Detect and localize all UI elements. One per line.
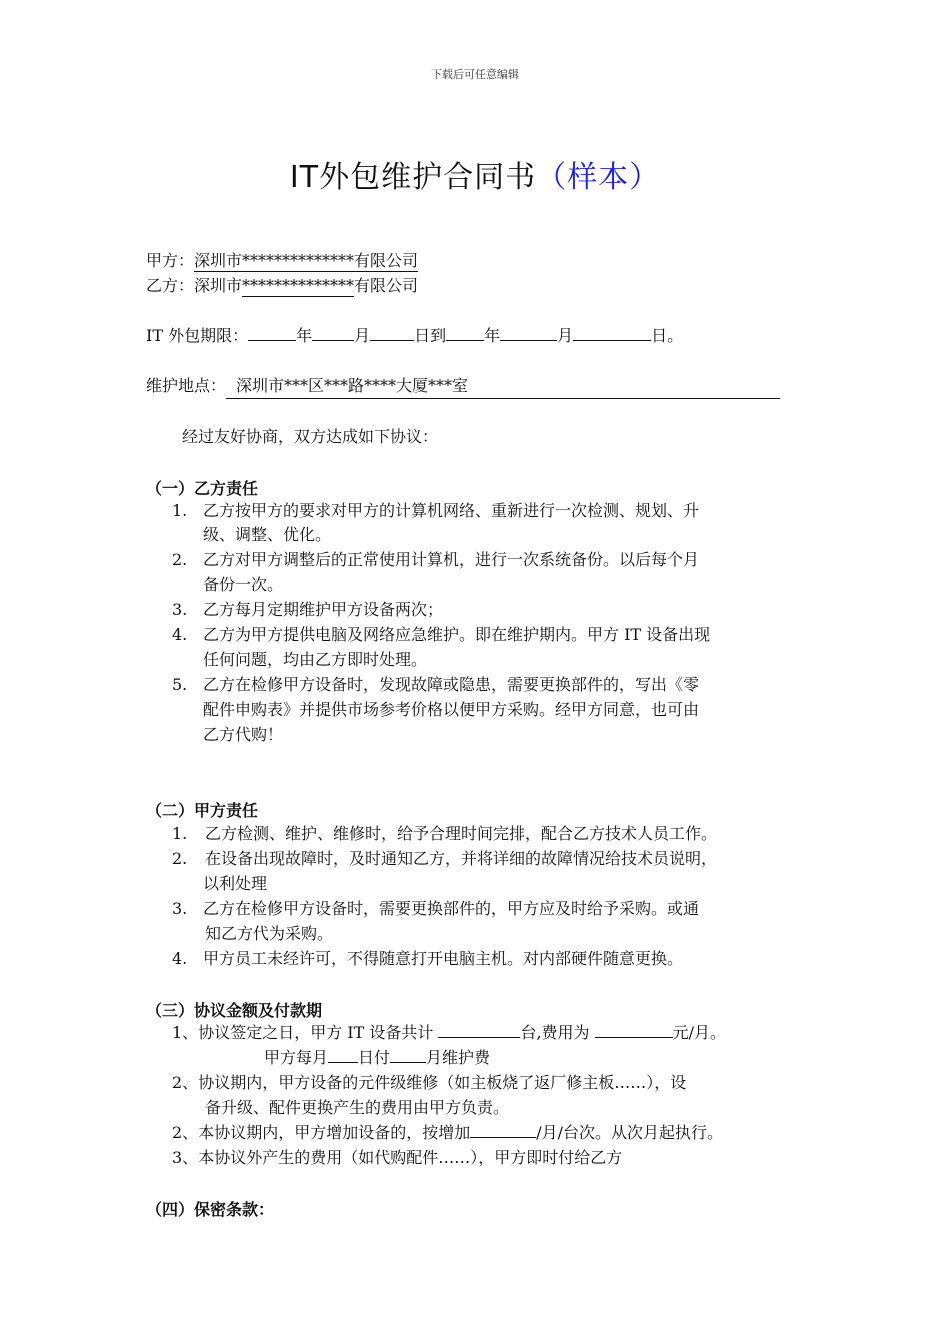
device-count-blank[interactable] (438, 1022, 520, 1038)
s2-item-2-num: 2. (172, 849, 188, 868)
s3-item-1b-text-a: 甲方每月 (264, 1048, 329, 1067)
s3-item-2-line-2: 备升级、配件更换产生的费用由甲方负责。 (205, 1098, 510, 1117)
party-a-value: 深圳市**************有限公司 (194, 251, 419, 270)
s2-item-3-line-1: 乙方在检修甲方设备时，需要更换部件的，甲方应及时给予采购。或通 (203, 899, 700, 918)
s3-item-1-num: 1、 (172, 1023, 199, 1042)
s2-item-1-num: 1. (172, 824, 188, 843)
s2-item-3-num: 3. (172, 899, 188, 918)
term-day1-blank[interactable] (370, 325, 414, 341)
s1-item-1-line-1: 乙方按甲方的要求对甲方的计算机网络、重新进行一次检测、规划、升 (203, 501, 700, 520)
monthly-fee-blank[interactable] (595, 1022, 673, 1038)
section-4-heading: （四）保密条款： (146, 1200, 275, 1219)
s3-item-1b-text-c: 月维护费 (426, 1048, 491, 1067)
party-a-label: 甲方： (146, 251, 195, 270)
s1-item-5-line-2: 配件申购表》并提供市场参考价格以便甲方采购。经甲方同意，也可由 (203, 700, 700, 719)
s1-item-1-line-2: 级、调整、优化。 (203, 525, 332, 544)
s1-item-4-num: 4. (172, 625, 188, 644)
s2-item-3-line-2: 知乙方代为采购。 (205, 924, 334, 943)
term-year1-blank[interactable] (248, 325, 296, 341)
s3-item-3-text-a: 本协议期内，甲方增加设备的，按增加 (198, 1123, 471, 1142)
title-main: IT外包维护合同书 (289, 160, 537, 195)
s2-item-4-num: 4. (172, 949, 188, 968)
location-value: 深圳市***区***路****大厦***室 (226, 375, 780, 399)
term-month2-blank[interactable] (500, 325, 557, 341)
s1-item-4-line-2: 任何问题，均由乙方即时处理。 (203, 650, 428, 669)
s2-item-2-line-2: 以利处理 (203, 874, 268, 893)
header-note: 下载后可任意编辑 (431, 68, 519, 81)
term-month1-unit: 月 (354, 326, 371, 345)
term-year2-unit: 年 (484, 326, 501, 345)
party-b-prefix: 深圳市 (194, 276, 243, 295)
section-1-heading: （一）乙方责任 (146, 479, 259, 498)
section-3-heading: （三）协议金额及付款期 (146, 1001, 323, 1020)
party-b-line (146, 275, 418, 297)
s3-item-2-text-1: 协议期内，甲方设备的元件级维修（如主板烧了返厂修主板……），设 (198, 1073, 687, 1092)
term-month1-blank[interactable] (312, 325, 354, 341)
s3-item-4-text: 本协议外产生的费用（如代购配件……），甲方即时付给乙方 (198, 1148, 623, 1167)
party-b-label: 乙方： (146, 276, 195, 295)
s3-item-2-line-1 (172, 1072, 686, 1094)
term-line (146, 325, 683, 347)
s3-item-3 (172, 1122, 723, 1144)
added-device-fee-blank[interactable] (470, 1122, 536, 1138)
s3-item-1-text-c: 元/月。 (672, 1023, 727, 1042)
location-line (146, 375, 780, 399)
term-month2-unit: 月 (557, 326, 574, 345)
s3-item-3-num: 2、 (172, 1123, 199, 1142)
s1-item-3-line-1: 乙方每月定期维护甲方设备两次； (203, 600, 444, 619)
term-day1-unit: 日到 (414, 326, 447, 345)
s3-item-1b-text-b: 日付 (358, 1048, 391, 1067)
s3-item-1-text-a: 协议签定之日，甲方 IT 设备共计 (198, 1023, 439, 1042)
s3-item-4-num: 3、 (172, 1148, 199, 1167)
s3-item-2-num: 2、 (172, 1073, 199, 1092)
pay-day-blank[interactable] (328, 1047, 358, 1063)
pay-month-blank[interactable] (390, 1047, 426, 1063)
s2-item-2-line-1: 在设备出现故障时，及时通知乙方，并将详细的故障情况给技术员说明， (205, 849, 718, 868)
term-year1-unit: 年 (296, 326, 313, 345)
s1-item-5-num: 5. (172, 675, 188, 694)
s1-item-2-line-1: 乙方对甲方调整后的正常使用计算机，进行一次系统备份。以后每个月 (203, 550, 700, 569)
s3-item-1 (172, 1022, 726, 1044)
s1-item-3-num: 3. (172, 600, 188, 619)
party-b-mask: ************** (242, 276, 355, 295)
party-a-line (146, 250, 418, 272)
s1-item-2-num: 2. (172, 550, 188, 569)
term-day2-unit: 日。 (651, 326, 684, 345)
s3-item-1-text-b: 台,费用为 (520, 1023, 595, 1042)
s3-item-1-cont (264, 1047, 490, 1069)
section-2-heading: （二）甲方责任 (146, 801, 259, 820)
s3-item-4 (172, 1147, 622, 1169)
s2-item-1-line-1: 乙方检测、维护、维修时，给予合理时间完排，配合乙方技术人员工作。 (205, 824, 718, 843)
title-suffix: （样本） (536, 160, 661, 195)
party-b-suffix: 有限公司 (354, 276, 419, 295)
term-year2-blank[interactable] (446, 325, 484, 341)
page-title (0, 152, 950, 196)
s1-item-2-line-2: 备份一次。 (203, 575, 284, 594)
s1-item-5-line-1: 乙方在检修甲方设备时，发现故障或隐患，需要更换部件的，写出《零 (203, 675, 700, 694)
intro-text: 经过友好协商，双方达成如下协议： (182, 427, 439, 446)
term-day2-blank[interactable] (573, 325, 651, 341)
s1-item-5-line-3: 乙方代购！ (203, 725, 284, 744)
s2-item-4-line-1: 甲方员工未经许可，不得随意打开电脑主机。对内部硬件随意更换。 (203, 949, 684, 968)
term-label: IT 外包期限： (146, 326, 249, 345)
s1-item-1-num: 1. (172, 501, 188, 520)
s1-item-4-line-1: 乙方为甲方提供电脑及网络应急维护。即在维护期内。甲方 IT 设备出现 (203, 625, 711, 644)
s3-item-3-text-b: /月/台次。从次月起执行。 (536, 1123, 723, 1142)
location-label: 维护地点： (146, 376, 227, 395)
